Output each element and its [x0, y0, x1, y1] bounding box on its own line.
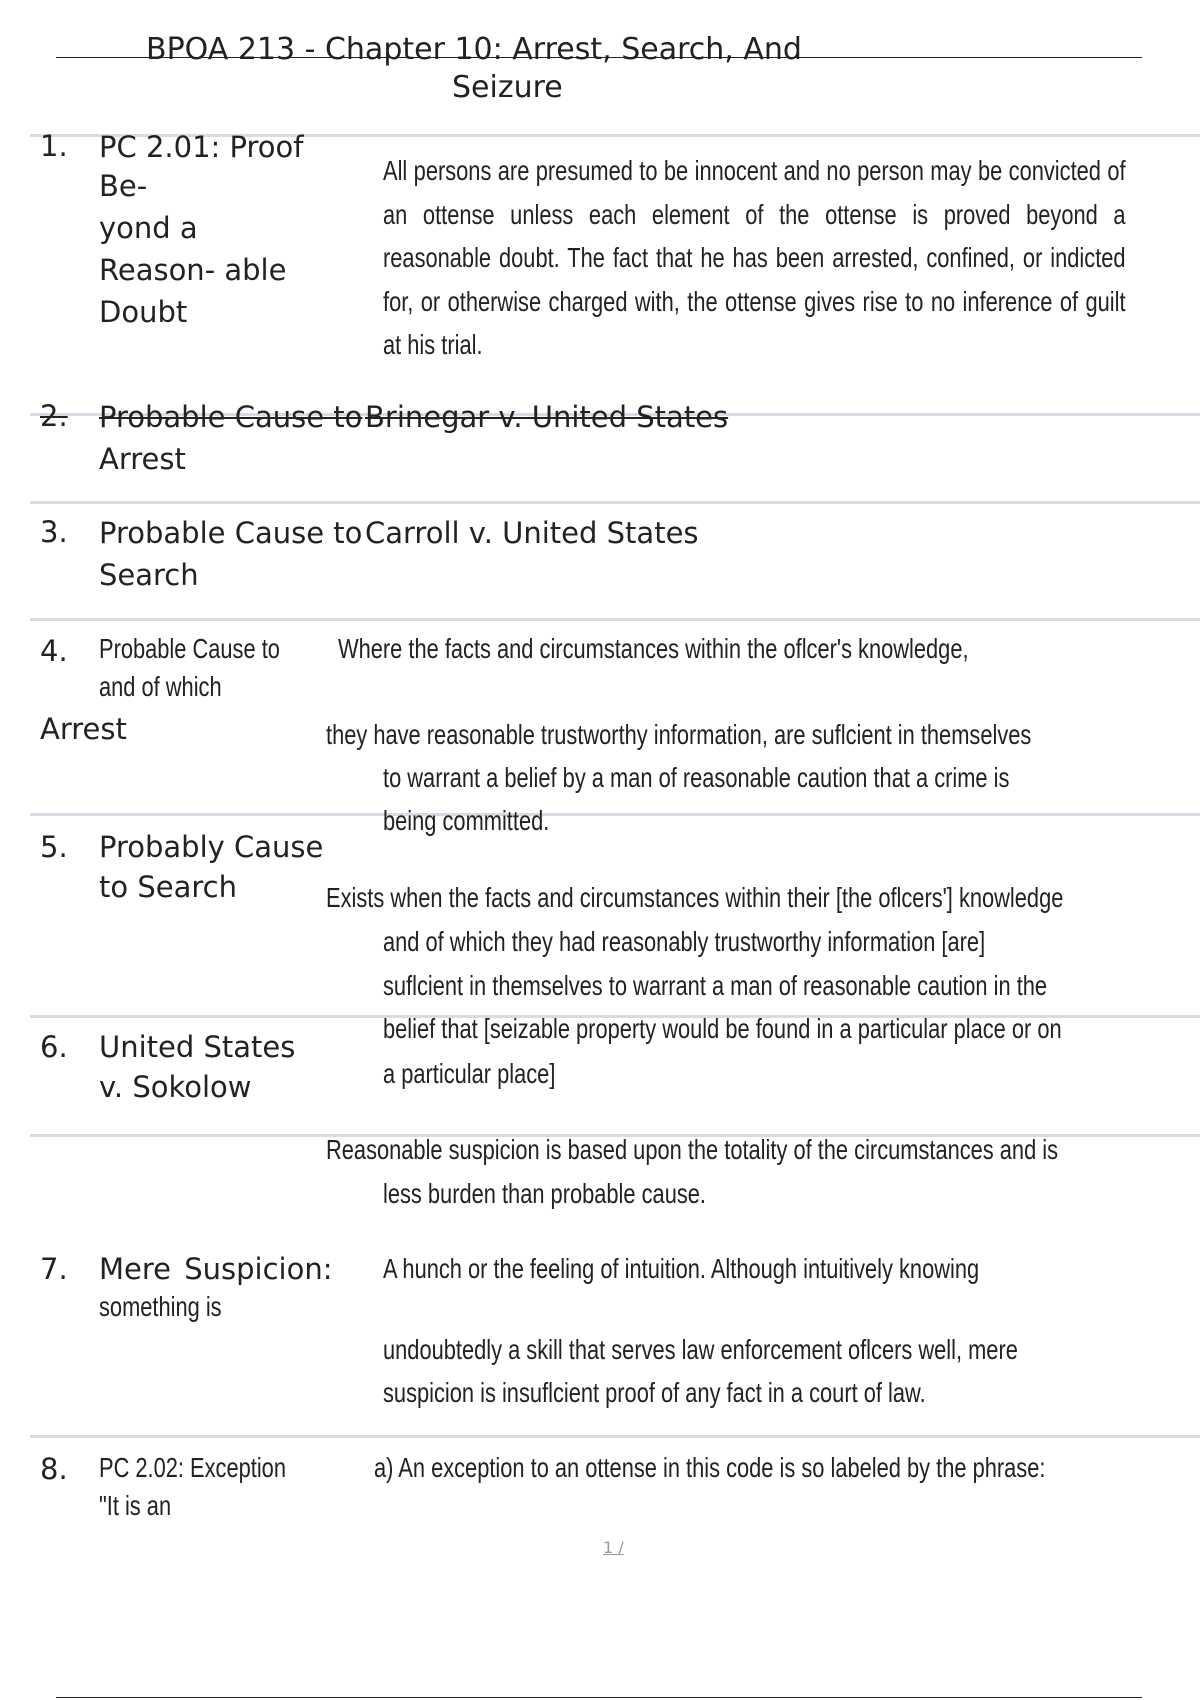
row-separator: [30, 618, 1200, 621]
item-term-line: United States: [99, 1030, 296, 1064]
item-term-line: Reason- able: [99, 253, 287, 287]
item-term-line: Probable Cause to: [99, 633, 280, 664]
item-term-line: Mere Suspicion:: [99, 1252, 333, 1286]
item-term-line: Arrest: [99, 442, 186, 476]
item-definition: Brinegar v. United States: [365, 400, 729, 434]
item-definition-line: undoubtedly a skill that serves law enforcement oflcers well, mere: [383, 1334, 1018, 1365]
item-number: 3.: [40, 515, 68, 549]
item-definition-line: Reasonable suspicion is based upon the totality of the circumstances and is: [326, 1134, 1059, 1165]
item-number: 1.: [40, 129, 68, 163]
item-definition-line: belief that [seizable property would be found in a particular place or on: [383, 1013, 1062, 1044]
footer-rule: [56, 1697, 1142, 1698]
item-term-line: to Search: [99, 870, 237, 904]
item-number: 5.: [40, 830, 68, 864]
item-term-line: Arrest: [40, 712, 127, 746]
item-number: 4.: [40, 634, 68, 668]
item-term-line: "It is an: [99, 1490, 172, 1521]
item-term-line: Probably Cause: [99, 830, 324, 864]
item-definition-line: they have reasonable trustworthy information, are suflcient in themselves: [326, 719, 1032, 750]
item-definition: All persons are presumed to be innocent and no person may be convicted of an ottense unless each element of the ottense is proved beyond a reasonable doubt. The fact that he has been arrested, confined, or indicted for, or otherwise charged with, the ottense gives rise to no inference of guilt at his trial.: [383, 155, 1126, 360]
item-term-line: Search: [99, 558, 199, 592]
item-definition-line: Where the facts and circumstances within the oflcer's knowledge,: [338, 633, 969, 664]
item-term-line: Probable Cause to: [99, 516, 363, 550]
item-number: 7.: [40, 1252, 68, 1286]
item-definition: a) An exception to an ottense in this code is so labeled by the phrase:: [374, 1452, 1046, 1483]
item-term-line: something is: [99, 1291, 222, 1322]
item-term-line: Doubt: [99, 295, 188, 329]
item-definition-line: and of which: [99, 671, 222, 702]
item-definition-line: Exists when the facts and circumstances within their [the oflcers'] knowledge: [326, 882, 1064, 913]
item-definition-line: and of which they had reasonably trustworthy information [are]: [383, 926, 986, 957]
item-definition-line: a particular place]: [383, 1058, 556, 1089]
page-title-line-1: BPOA 213 - Chapter 10: Arrest, Search, And: [146, 32, 802, 67]
item-term-line: v. Sokolow: [99, 1070, 252, 1104]
item-definition: Carroll v. United States: [365, 516, 699, 550]
item-definition-line: A hunch or the feeling of intuition. Although intuitively knowing: [383, 1253, 980, 1284]
item-definition-line: less burden than probable cause.: [383, 1178, 706, 1209]
item-definition-line: to warrant a belief by a man of reasonable caution that a crime is: [383, 762, 1010, 793]
item-number: 8.: [40, 1452, 68, 1486]
item-term-line: Be-: [99, 169, 148, 203]
item-term-line: Probable Cause to: [99, 400, 363, 434]
item-definition-line: being committed.: [383, 805, 550, 836]
row-separator: [30, 813, 1200, 816]
item-term-line: PC 2.02: Exception: [99, 1452, 286, 1483]
item-number: 2.: [40, 399, 68, 433]
item-term-line: yond a: [99, 211, 198, 245]
item-definition-line: suflcient in themselves to warrant a man of reasonable caution in the: [383, 970, 1048, 1001]
page-title-line-2: Seizure: [452, 70, 563, 105]
item-term-line: PC 2.01: Proof: [99, 130, 304, 164]
row-separator: [30, 501, 1200, 504]
item-definition-line: suspicion is insuflcient proof of any fact in a court of law.: [383, 1377, 926, 1408]
page-number: 1 /: [603, 1538, 624, 1557]
row-separator: [30, 1435, 1200, 1438]
item-number: 6.: [40, 1030, 68, 1064]
